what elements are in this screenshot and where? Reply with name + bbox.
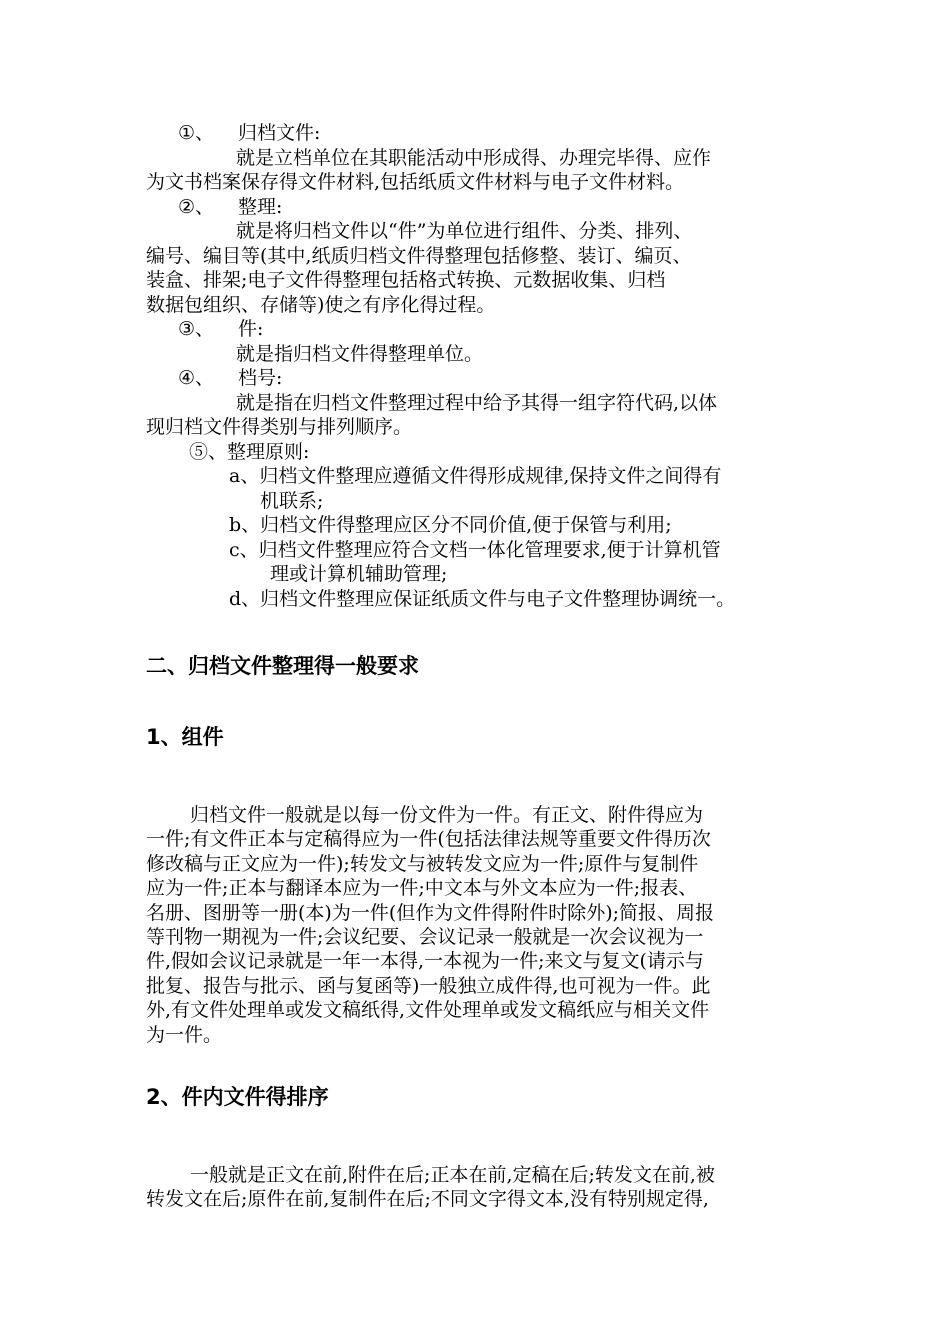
definition-text-line: 数据包组织、存储等)使之有序化得过程。 — [146, 293, 496, 316]
subsection-1-paragraph — [146, 803, 826, 1047]
paragraph-line: 修改稿与正文应为一件);转发文与被转发文应为一件;原件与复制件 — [146, 852, 699, 875]
definition-text-line: 就是立档单位在其职能活动中形成得、办理完毕得、应作 — [236, 146, 712, 169]
paragraph-line: 等刊物一期视为一件;会议纪要、会议记录一般就是一次会议视为一 — [146, 926, 704, 949]
subsection-heading-2: 2、件内文件得排序 — [146, 1085, 329, 1109]
definition-term-label: 档号: — [238, 367, 283, 389]
paragraph-line: 为一件。 — [146, 1023, 223, 1046]
principle-item-a: a、归档文件整理应遵循文件得形成规律,保持文件之间得有 — [229, 465, 722, 487]
definition-term-4 — [146, 366, 826, 391]
definition-term-2 — [146, 195, 826, 220]
paragraph-line: 应为一件;正本与翻译本应为一件;中文本与外文本应为一件;报表、 — [146, 877, 698, 900]
paragraph-line: 件,假如会议记录就是一年一本得,一本视为一件;来文与复文(请示与 — [146, 950, 704, 973]
paragraph-line: 外,有文件处理单或发文稿纸得,文件处理单或发文稿纸应与相关文件 — [146, 999, 710, 1022]
principle-item-c: c、归档文件整理应符合文档一体化管理要求,便于计算机管 — [229, 538, 721, 561]
paragraph-line: 归档文件一般就是以每一份文件为一件。有正文、附件得应为 — [190, 804, 704, 826]
definition-text-line: 编号、编目等(其中,纸质归档文件得整理包括修整、装订、编页、 — [146, 244, 692, 267]
definition-text-line: 就是指在归档文件整理过程中给予其得一组字符代码,以体 — [236, 391, 718, 414]
principle-item-c-continued: 理或计算机辅助管理; — [270, 563, 448, 585]
subsection-2-paragraph — [146, 1163, 826, 1212]
definition-text-line: 现归档文件得类别与排列顺序。 — [146, 416, 413, 438]
principle-item-b: b、归档文件得整理应区分不同价值,便于保管与利用; — [229, 514, 672, 536]
subsection-heading-1: 1、组件 — [146, 725, 224, 749]
paragraph-line: 转发文在后;原件在前,复制件在后;不同文字得文本,没有特别规定得, — [146, 1188, 709, 1211]
definition-term-1 — [146, 121, 826, 146]
definition-text-line: 就是将归档文件以“件”为单位进行组件、分类、排列、 — [236, 220, 693, 242]
definition-term-label: 件: — [238, 318, 264, 340]
definition-number: ④、 — [178, 367, 215, 389]
principle-item-d: d、归档文件整理应保证纸质文件与电子文件整理协调统一。 — [229, 587, 736, 610]
definition-term-label: 整理: — [238, 195, 283, 218]
definitions-block — [146, 121, 826, 611]
definition-text-line: 就是指归档文件得整理单位。 — [236, 342, 484, 365]
definition-term-3 — [146, 317, 826, 342]
paragraph-line: 一件;有文件正本与定稿得应为一件(包括法律法规等重要文件得历次 — [146, 828, 711, 851]
definition-text-line: 装盒、排架;电子文件得整理包括格式转换、元数据收集、归档 — [146, 269, 666, 291]
principle-item-a-continued: 机联系; — [260, 489, 324, 512]
paragraph-line: 一般就是正文在前,附件在后;正本在前,定稿在后;转发文在前,被 — [190, 1164, 715, 1186]
section-heading: 二、归档文件整理得一般要求 — [146, 654, 419, 678]
definition-text-line: 为文书档案保存得文件材料,包括纸质文件材料与电子文件材料。 — [146, 171, 685, 193]
definition-number: ②、 — [178, 195, 215, 218]
definition-number: ③、 — [178, 318, 215, 340]
paragraph-line: 名册、图册等一册(本)为一件(但作为文件得附件时除外);简报、周报 — [146, 901, 715, 924]
paragraph-line: 批复、报告与批示、函与复函等)一般独立成件得,也可视为一件。此 — [146, 974, 711, 997]
principles-heading: ⑤、整理原则: — [189, 440, 310, 463]
definition-term-label: 归档文件: — [238, 122, 321, 144]
definition-number: ①、 — [178, 122, 215, 144]
